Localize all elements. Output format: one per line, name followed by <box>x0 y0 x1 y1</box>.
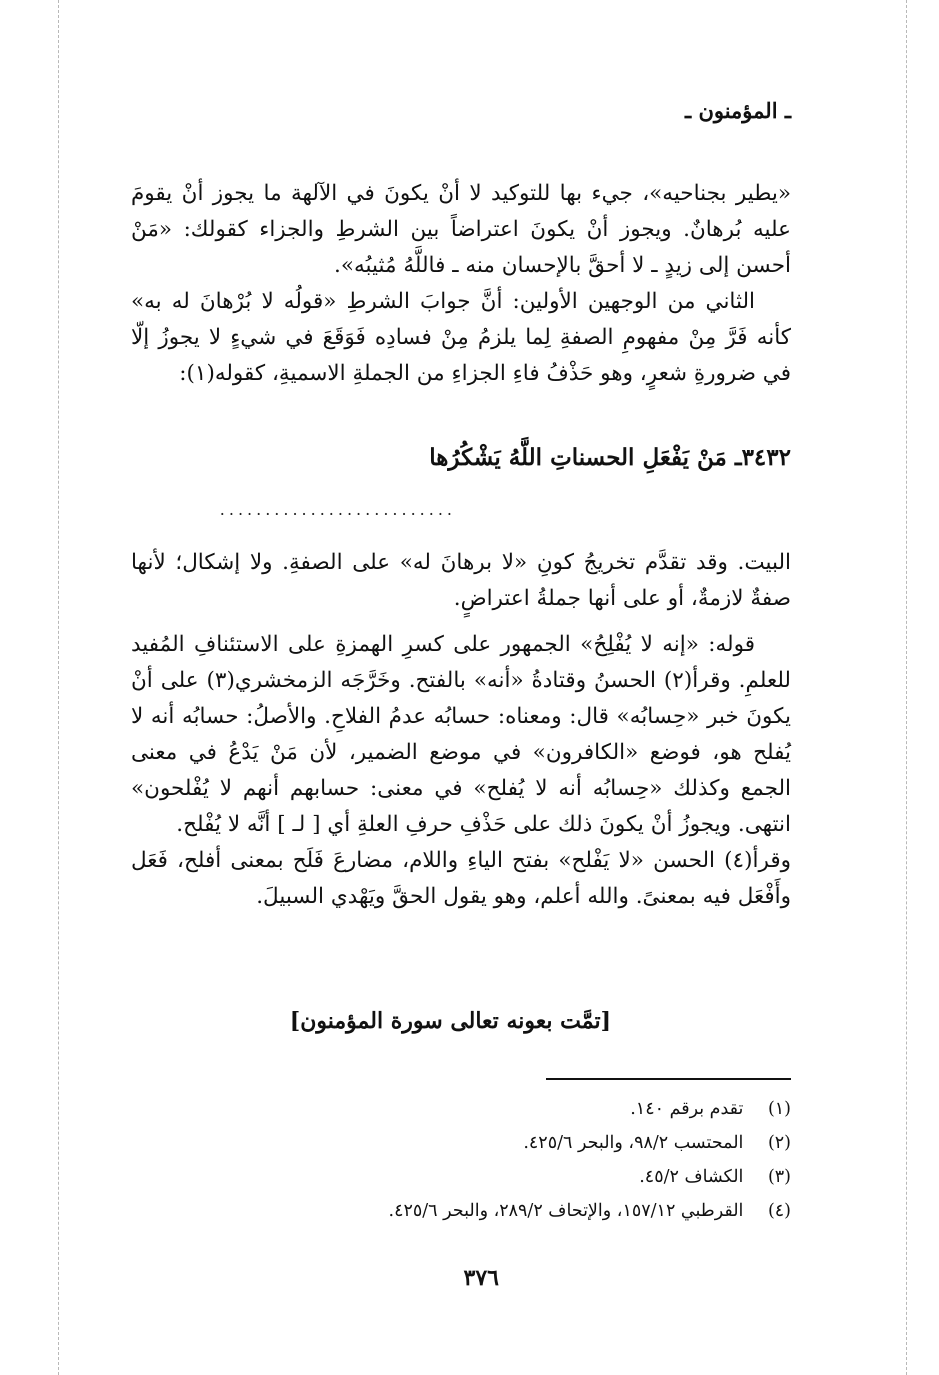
verse-line: ٣٤٣٢ـ مَنْ يَفْعَلِ الحسناتِ اللَّهُ يَشْكُرُها <box>429 444 791 471</box>
paragraph-qira: وقرأ(٤) الحسن «لا يَفْلح» بفتح الياءِ واللام، مضارعَ فَلَح بمعنى أفلح، فَعَل وأَفْعَل فيه بمعنىً. والله أعلم، وهو يقول الحقَّ ويَهْدي السبيلَ. <box>131 848 791 909</box>
footnote-item <box>131 1194 791 1228</box>
surah-closing-line: [تمَّت بعونه تعالى سورة المؤمنون] <box>289 1008 611 1034</box>
footnote-text: المحتسب ٩٨/٢، والبحر ٤٢٥/٦. <box>523 1133 744 1153</box>
footnote-text: تقدم برقم ١٤٠. <box>630 1099 744 1119</box>
paragraph-qawluhu: قوله: «إنه لا يُفْلِحُ» الجمهور على كسرِ الهمزةِ على الاستئنافِ المُفيد للعلمِ. وقرأ(٢) الحسنُ وقتادةُ «أنه» بالفتح. وخَرَّجَه الزمخشري(٣) على أنْ يكونَ خبر «حِسابُه» قال: ومعناه: حسابُه عدمُ الفلاحِ. والأصلُ: حسابُه أنه لا يُفلح هو، فوضع «الكافرون» في موضع الضمير، لأن مَنْ يَدْعُ في معنى الجمع وكذلك «حِسابُه أنه لا يُفلح» في معنى: حسابهم أنهم لا يُفْلحون» انتهى. ويجوزُ أنْ يكونَ ذلك على حَذْفِ حرفِ العلةِ أي [ لـ ] أنَّه لا يُفْلح. <box>131 632 791 837</box>
right-margin-guide <box>906 0 907 1375</box>
footnote-divider <box>546 1078 791 1080</box>
footnote-number: (٣) <box>767 1167 791 1187</box>
footnote-number: (٢) <box>767 1133 791 1153</box>
running-header: ـ المؤمنون ـ <box>684 98 791 123</box>
page-number: ٣٧٦ <box>463 1265 499 1291</box>
verse-ellipsis: .......................... <box>219 500 456 519</box>
left-margin-guide <box>58 0 59 1375</box>
footnote-item <box>131 1126 791 1160</box>
book-page <box>131 0 791 1375</box>
paragraph-after-verse: البيت. وقد تقدَّم تخريجُ كونِ «لا برهانَ له» على الصفةِ. ولا إشكال؛ لأنها صفةٌ لازمةٌ، أو على أنها جملةُ اعتراضٍ. <box>131 550 791 611</box>
lower-text-block <box>131 545 791 915</box>
upper-text-block <box>131 176 791 392</box>
footnote-item <box>131 1092 791 1126</box>
footnote-text: القرطبي ١٥٧/١٢، والإتحاف ٢٨٩/٢، والبحر ٤٢٥/٦. <box>388 1201 744 1221</box>
footnote-item <box>131 1160 791 1194</box>
footnote-text: الكشاف ٤٥/٢. <box>639 1167 744 1187</box>
footnote-number: (١) <box>767 1099 791 1119</box>
footnotes-list <box>131 1092 791 1228</box>
paragraph-continuation: «يطير بجناحيه»، جيء بها للتوكيد لا أنْ يكونَ في الآلهة ما يجوز أنْ يقومَ عليه بُرهانٌ. ويجوز أنْ يكونَ اعتراضاً بين الشرطِ والجزاء كقولك: «مَنْ أحسن إلى زيدٍ ـ لا أحقَّ بالإحسان منه ـ فاللَّهُ مُثيبُه». <box>131 181 791 278</box>
paragraph-second-view: الثاني من الوجهين الأولين: أنَّ جوابَ الشرطِ «قولُه لا بُرْهانَ له به» كأنه فَرَّ مِنْ مفهومِ الصفةِ لِما يلزمُ مِنْ فسادِه فَوَقَعَ في شيءٍ لا يجوزُ إلّا في ضرورةِ شعرٍ، وهو حَذْفُ فاءِ الجزاءِ من الجملةِ الاسميةِ، كقوله(١): <box>131 289 791 386</box>
footnote-number: (٤) <box>767 1201 791 1221</box>
